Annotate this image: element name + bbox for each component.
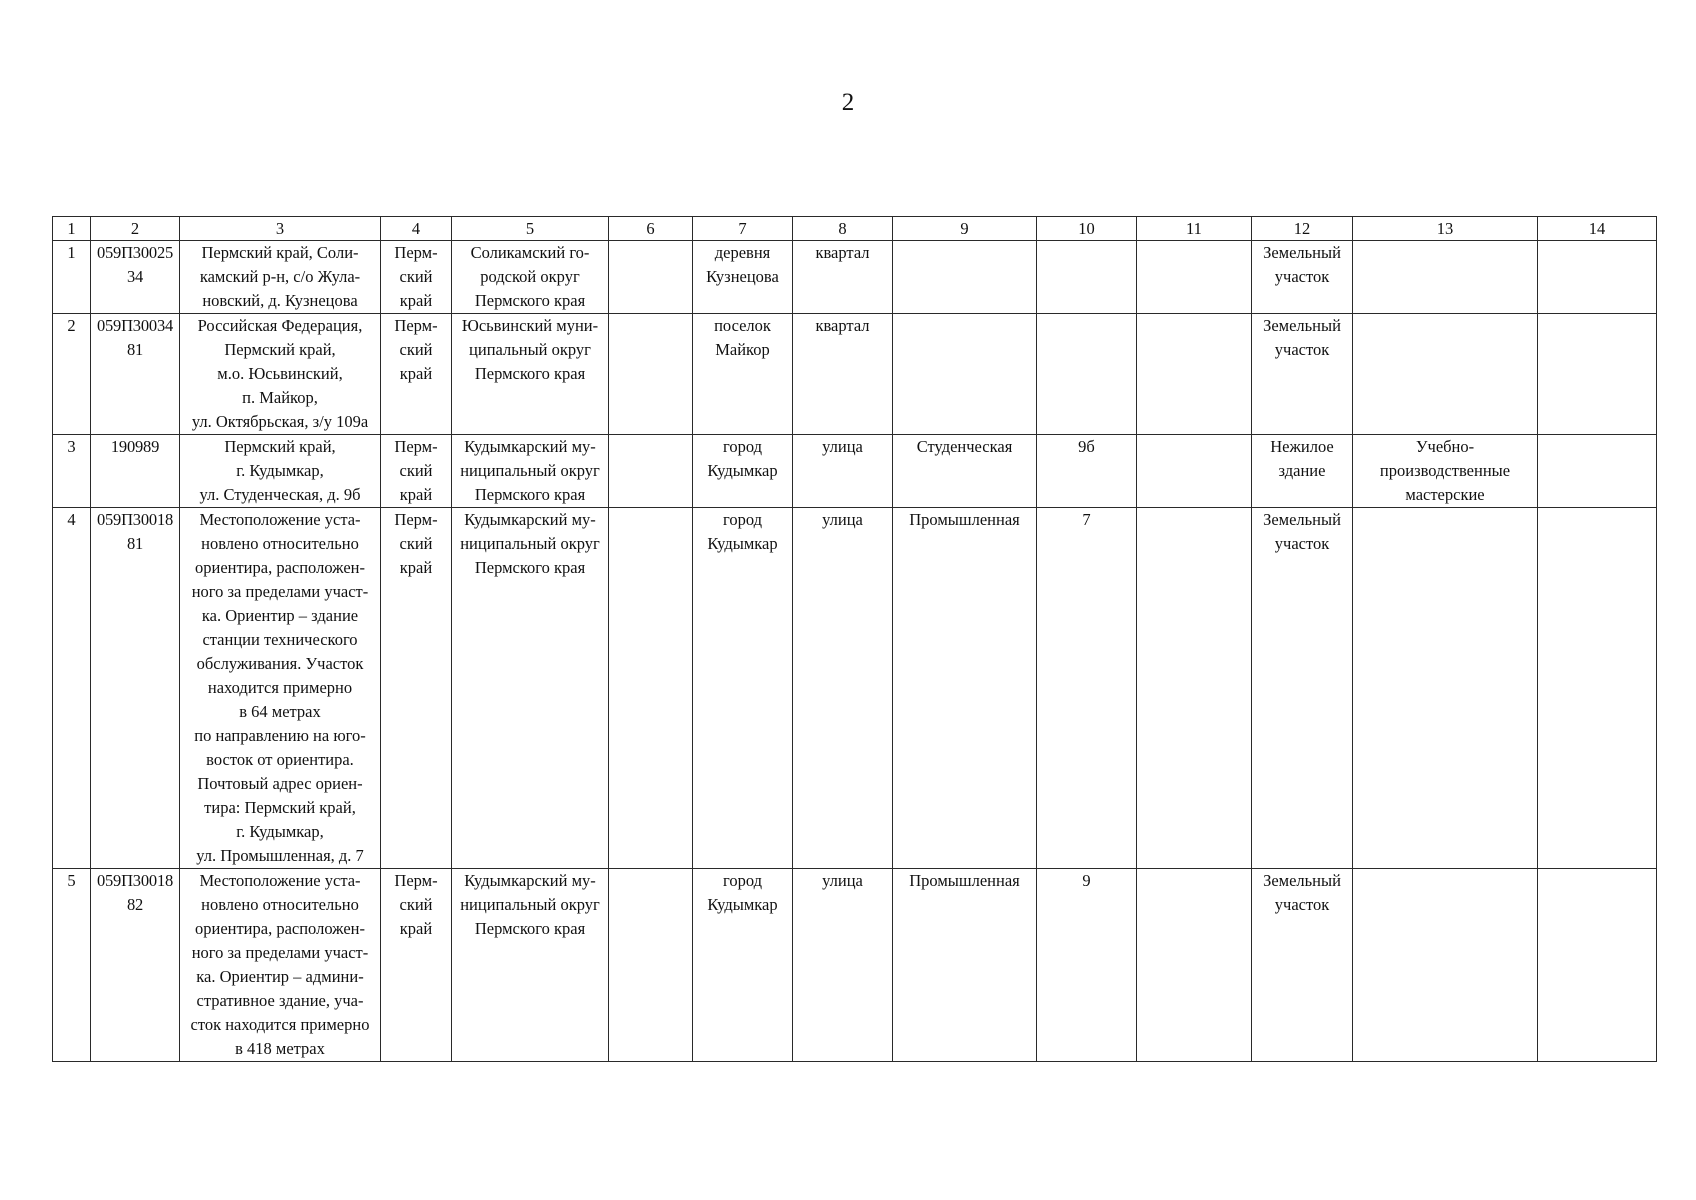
column-header: 8 [793, 217, 893, 241]
house-number-cell: 7 [1037, 508, 1137, 869]
column-header: 9 [893, 217, 1037, 241]
column-6-cell [609, 314, 693, 435]
purpose-cell [1353, 241, 1538, 314]
column-header: 4 [381, 217, 452, 241]
column-header: 3 [180, 217, 381, 241]
column-6-cell [609, 869, 693, 1062]
cadastral-number: 190989 [91, 435, 180, 508]
page-number: 2 [841, 89, 855, 116]
settlement-cell: город Кудымкар [693, 508, 793, 869]
column-header: 13 [1353, 217, 1538, 241]
column-header: 2 [91, 217, 180, 241]
row-number: 4 [53, 508, 91, 869]
object-address: Российская Федерация, Пермский край, м.о. Юсьвинский, п. Майкор, ул. Октябрьская, з/у 109а [180, 314, 381, 435]
column-6-cell [609, 241, 693, 314]
settlement-cell: деревня Кузнецова [693, 241, 793, 314]
purpose-cell [1353, 869, 1538, 1062]
region-cell: Перм- ский край [381, 869, 452, 1062]
street-type-cell: квартал [793, 314, 893, 435]
region-cell: Перм- ский край [381, 314, 452, 435]
object-address: Местоположение уста- новлено относительно ориентира, расположен- ного за пределами участ- ка. Ориентир – здание станции технического обслуживания. Участок находится примерно в 64 метрах по направлению на юго- восток от ориентира. Почтовый адрес ориен- тира: Пермский край, г. Кудымкар, ул. Промышленная, д. 7 [180, 508, 381, 869]
house-number-cell: 9б [1037, 435, 1137, 508]
street-name-cell [893, 241, 1037, 314]
municipality-cell: Кудымкарский му- ниципальный округ Пермского края [452, 869, 609, 1062]
municipality-cell: Кудымкарский му- ниципальный округ Пермского края [452, 508, 609, 869]
column-header: 5 [452, 217, 609, 241]
object-type-cell: Земельный участок [1252, 314, 1353, 435]
municipality-cell: Соликамский го- родской округ Пермского края [452, 241, 609, 314]
column-header: 6 [609, 217, 693, 241]
object-address: Пермский край, г. Кудымкар, ул. Студенческая, д. 9б [180, 435, 381, 508]
column-14-cell [1538, 241, 1657, 314]
house-number-cell [1037, 241, 1137, 314]
column-header: 11 [1137, 217, 1252, 241]
municipality-cell: Юсьвинский муни- ципальный округ Пермского края [452, 314, 609, 435]
column-14-cell [1538, 314, 1657, 435]
row-number: 3 [53, 435, 91, 508]
street-name-cell [893, 314, 1037, 435]
column-header: 12 [1252, 217, 1353, 241]
street-name-cell: Промышленная [893, 508, 1037, 869]
column-header: 7 [693, 217, 793, 241]
column-6-cell [609, 508, 693, 869]
object-type-cell: Земельный участок [1252, 508, 1353, 869]
region-cell: Перм- ский край [381, 508, 452, 869]
row-number: 1 [53, 241, 91, 314]
column-header: 1 [53, 217, 91, 241]
object-type-cell: Земельный участок [1252, 241, 1353, 314]
column-11-cell [1137, 435, 1252, 508]
region-cell: Перм- ский край [381, 241, 452, 314]
column-14-cell [1538, 435, 1657, 508]
street-name-cell: Промышленная [893, 869, 1037, 1062]
column-11-cell [1137, 869, 1252, 1062]
column-11-cell [1137, 241, 1252, 314]
street-type-cell: квартал [793, 241, 893, 314]
table-row [53, 435, 1657, 508]
object-address: Пермский край, Соли- камский р-н, с/о Жула- новский, д. Кузнецова [180, 241, 381, 314]
purpose-cell [1353, 314, 1538, 435]
purpose-cell: Учебно- производственные мастерские [1353, 435, 1538, 508]
table-row [53, 508, 1657, 869]
settlement-cell: город Кудымкар [693, 435, 793, 508]
object-address: Местоположение уста- новлено относительно ориентира, расположен- ного за пределами участ- ка. Ориентир – админи- стративное здание, уча- сток находится примерно в 418 метрах [180, 869, 381, 1062]
column-11-cell [1137, 508, 1252, 869]
row-number: 2 [53, 314, 91, 435]
table-header-row [53, 217, 1657, 241]
column-11-cell [1137, 314, 1252, 435]
table-row [53, 869, 1657, 1062]
column-header: 14 [1538, 217, 1657, 241]
region-cell: Перм- ский край [381, 435, 452, 508]
cadastral-number: 059П30025 34 [91, 241, 180, 314]
cadastral-number: 059П30018 82 [91, 869, 180, 1062]
street-type-cell: улица [793, 508, 893, 869]
house-number-cell [1037, 314, 1137, 435]
column-14-cell [1538, 869, 1657, 1062]
purpose-cell [1353, 508, 1538, 869]
street-type-cell: улица [793, 869, 893, 1062]
object-type-cell: Земельный участок [1252, 869, 1353, 1062]
house-number-cell: 9 [1037, 869, 1137, 1062]
municipality-cell: Кудымкарский му- ниципальный округ Пермского края [452, 435, 609, 508]
table-row [53, 314, 1657, 435]
register-table [52, 216, 1657, 1062]
settlement-cell: город Кудымкар [693, 869, 793, 1062]
table-row [53, 241, 1657, 314]
column-6-cell [609, 435, 693, 508]
column-14-cell [1538, 508, 1657, 869]
column-header: 10 [1037, 217, 1137, 241]
settlement-cell: поселок Майкор [693, 314, 793, 435]
cadastral-number: 059П30034 81 [91, 314, 180, 435]
street-type-cell: улица [793, 435, 893, 508]
row-number: 5 [53, 869, 91, 1062]
cadastral-number: 059П30018 81 [91, 508, 180, 869]
object-type-cell: Нежилое здание [1252, 435, 1353, 508]
street-name-cell: Студенческая [893, 435, 1037, 508]
